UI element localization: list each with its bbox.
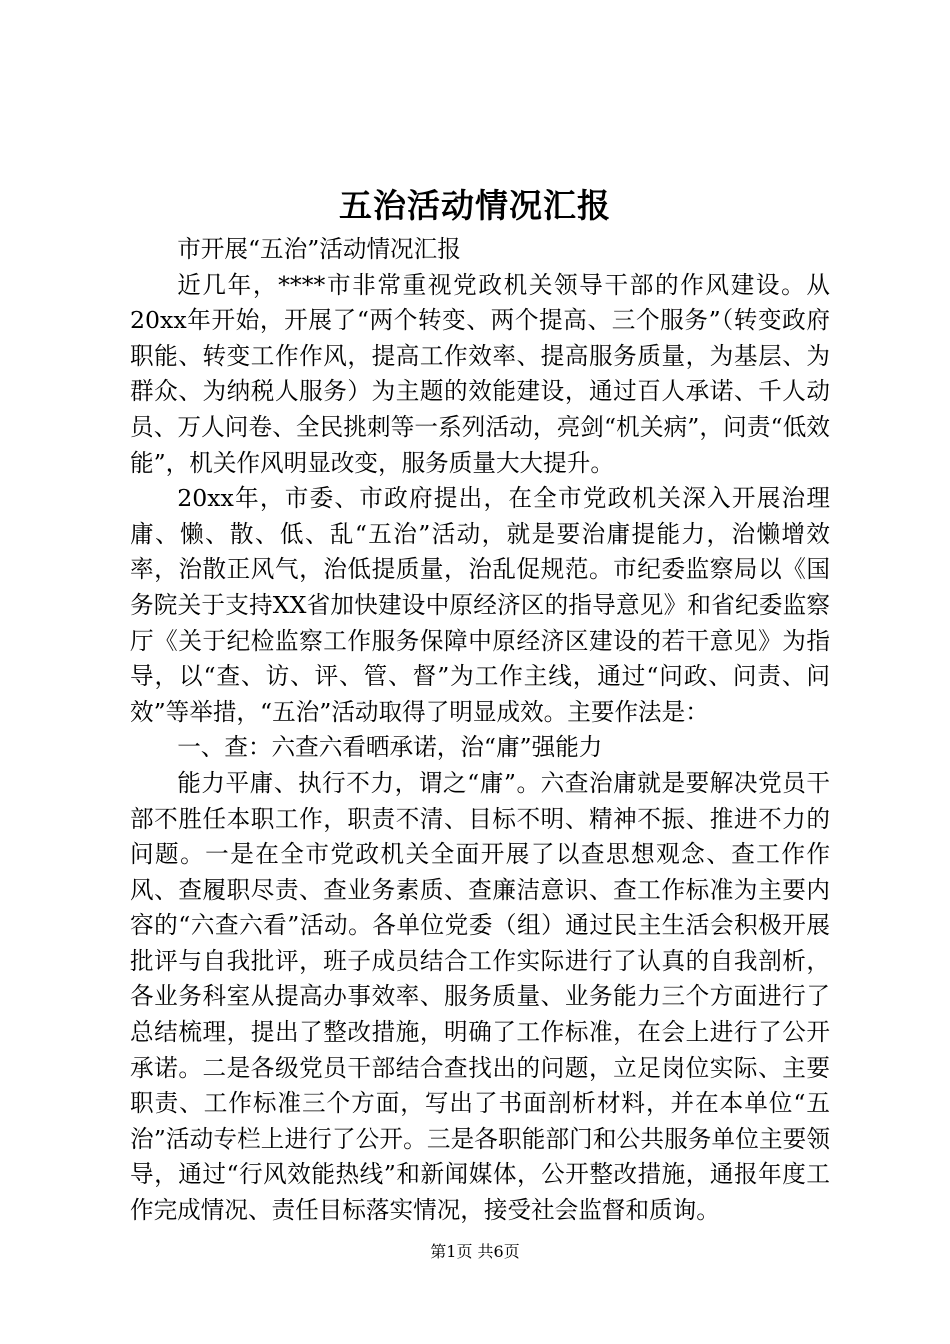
page-footer: 第1页 共6页 xyxy=(430,1242,520,1261)
paragraph-subtitle: 市开展“五治”活动情况汇报 xyxy=(177,235,461,263)
paragraph-overview: 20xx年，市委、市政府提出，在全市党政机关深入开展治理庸、懒、散、低、乱“五治”活动，就是要治庸提能力，治懒增效率，治散正风气，治低提质量，治乱促规范。市纪委监察局以《国务院关于支持XX省加快建设中原经济区的指导意见》和省纪委监察厅《关于纪检监察工作服务保障中原经济区建设的若干意见》为指导，以“查、访、评、管、督”为工作主线，通过“问政、问责、问效”等举措，“五治”活动取得了明显成效。主要作法是： xyxy=(130,484,830,726)
paragraph-intro: 近几年，****市非常重视党政机关领导干部的作风建设。从20xx年开始，开展了“两个转变、两个提高、三个服务”（转变政府职能、转变工作作风，提高工作效率、提高服务质量，为基层、为群众、为纳税人服务）为主题的效能建设，通过百人承诺、千人动员、万人问卷、全民挑刺等一系列活动，亮剑“机关病”，问责“低效能”，机关作风明显改变，服务质量大大提升。 xyxy=(130,270,830,477)
document-title: 五治活动情况汇报 xyxy=(339,186,611,225)
paragraph-section-one: 能力平庸、执行不力，谓之“庸”。六查治庸就是要解决党员干部不胜任本职工作，职责不清、目标不明、精神不振、推进不力的问题。一是在全市党政机关全面开展了以查思想观念、查工作作风、查履职尽责、查业务素质、查廉洁意识、查工作标准为主要内容的“六查六看”活动。各单位党委（组）通过民主生活会积极开展批评与自我批评，班子成员结合工作实际进行了认真的自我剖析，各业务科室从提高办事效率、服务质量、业务能力三个方面进行了总结梳理，提出了整改措施，明确了工作标准，在会上进行了公开承诺。二是各级党员干部结合查找出的问题，立足岗位实际、主要职责、工作标准三个方面，写出了书面剖析材料，并在本单位“五治”活动专栏上进行了公开。三是各职能部门和公共服务单位主要领导，通过“行风效能热线”和新闻媒体，公开整改措施，通报年度工作完成情况、责任目标落实情况，接受社会监督和质询。 xyxy=(130,768,830,1225)
document-body xyxy=(130,232,830,1229)
section-heading-one: 一、查：六查六看晒承诺，治“庸”强能力 xyxy=(177,733,603,762)
